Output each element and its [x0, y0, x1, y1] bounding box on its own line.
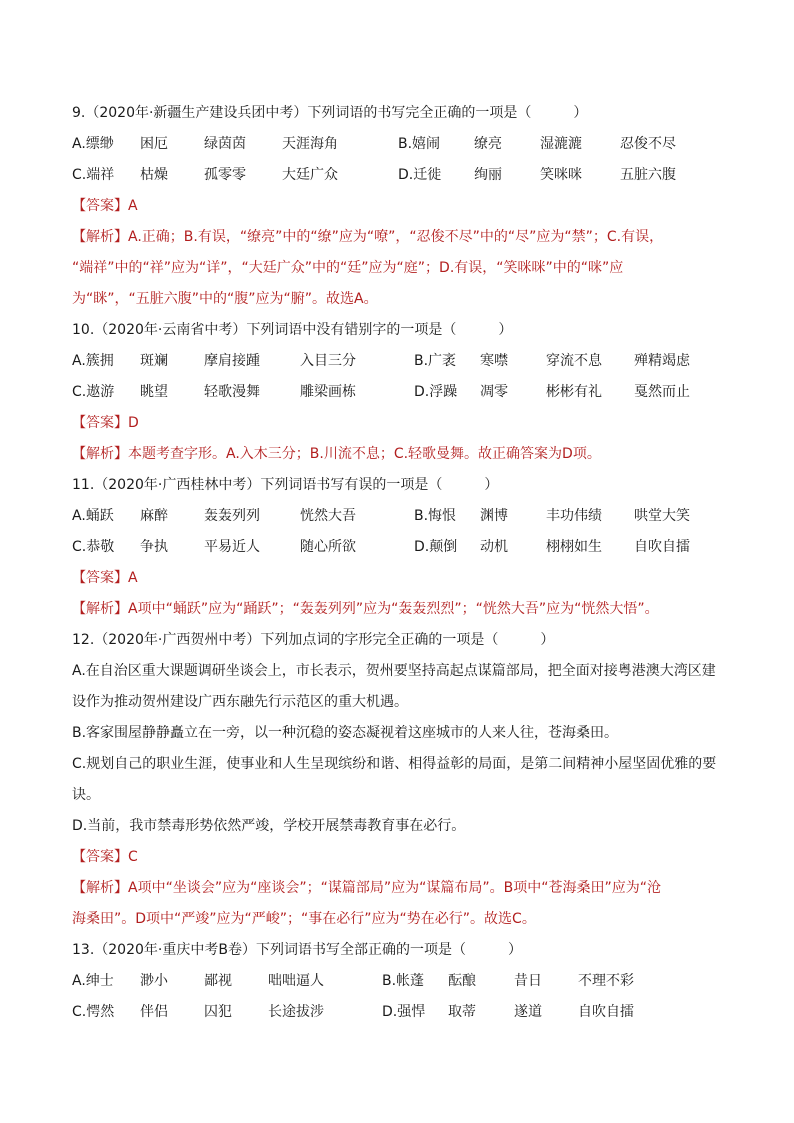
option-cell: 动机 [480, 539, 508, 555]
answer-value: D [128, 415, 139, 431]
option-paragraph: C.规划自己的职业生涯，使事业和人生呈现缤纷和谐、相得益彰的局面，是第二间精神小屋坚固优雅的要 诀。 [72, 756, 717, 803]
option-row [72, 966, 732, 997]
option-cell: 轻歌漫舞 [204, 384, 260, 400]
explanation-line: 【解析】A项中“蛹跃”应为“踊跃”；“轰轰列列”应为“轰轰烈烈”；“恍然大吾”应为“恍然大悟”。 [72, 601, 659, 617]
option-cell: 戛然而止 [634, 384, 690, 400]
explanation [72, 594, 732, 625]
option-cell: 遂道 [514, 1004, 542, 1020]
document-page [72, 98, 732, 1028]
question-title: 9.（2020年·新疆生产建设兵团中考）下列词语的书写完全正确的一项是（ ） [72, 105, 588, 121]
explanation-line: 【解析】A.正确；B.有误，“缭亮”中的“缭”应为“嘹”，“忍俊不尽”中的“尽”应为“禁”；C.有误， [72, 229, 664, 245]
option-cell: 摩肩接踵 [204, 353, 260, 369]
explanation [72, 439, 732, 470]
option-row [72, 997, 732, 1028]
option-row [72, 346, 732, 377]
option-cell: A.蛹跃 [72, 508, 114, 524]
option-cell: 斑斓 [140, 353, 168, 369]
answer-tag: 【答案】 [72, 415, 128, 431]
question-title: 12.（2020年·广西贺州中考）下列加点词的字形完全正确的一项是（ ） [72, 632, 555, 648]
option-cell: 缭亮 [474, 136, 502, 152]
answer-tag: 【答案】 [72, 570, 128, 586]
option-cell: 寒噤 [480, 353, 508, 369]
option-cell: 湿漉漉 [540, 136, 582, 152]
option-cell: 自吹自擂 [578, 1004, 634, 1020]
option-cell: 绿茵茵 [204, 136, 246, 152]
option-cell: 殚精竭虑 [634, 353, 690, 369]
option-cell: 长途拔涉 [268, 1004, 324, 1020]
answer-line [72, 408, 732, 439]
option-cell: C.遨游 [72, 384, 115, 400]
option-cell: B.帐蓬 [382, 973, 425, 989]
option-cell: C.端祥 [72, 167, 115, 183]
option-cell: D.浮躁 [414, 384, 458, 400]
option-cell: 不理不彩 [578, 973, 634, 989]
option-cell: 困厄 [140, 136, 168, 152]
option-cell: 大廷广众 [282, 167, 338, 183]
option-cell: 伴侣 [140, 1004, 168, 1020]
option-cell: C.恭敬 [72, 539, 115, 555]
explanation-line: 【解析】本题考查字形。A.入木三分；B.川流不息；C.轻歌曼舞。故正确答案为D项。 [72, 446, 601, 462]
answer-value: A [128, 570, 138, 586]
option-cell: C.愕然 [72, 1004, 115, 1020]
answer-line [72, 191, 732, 222]
explanation-tag: 【解析】 [72, 880, 128, 896]
explanation-tag: 【解析】 [72, 229, 128, 245]
option-cell: 丰功伟绩 [546, 508, 602, 524]
option-cell: 枯燥 [140, 167, 168, 183]
option-row [72, 377, 732, 408]
option-cell: 取蒂 [448, 1004, 476, 1020]
option-cell: 渺小 [140, 973, 168, 989]
option-cell: 平易近人 [204, 539, 260, 555]
option-paragraph: B.客家围屋静静矗立在一旁，以一种沉稳的姿态凝视着这座城市的人来人往，苍海桑田。 [72, 725, 619, 741]
option-cell: 五脏六腹 [620, 167, 676, 183]
option-cell: 渊博 [480, 508, 508, 524]
option-cell: 彬彬有礼 [546, 384, 602, 400]
answer-tag: 【答案】 [72, 849, 128, 865]
explanation [72, 873, 732, 935]
option-cell: 入目三分 [300, 353, 356, 369]
explanation-line: 为“眯”，“五脏六腹”中的“腹”应为“腑”。故选A。 [72, 291, 378, 307]
option-cell: 恍然大吾 [300, 508, 356, 524]
option-cell: A.簇拥 [72, 353, 114, 369]
option-cell: 昔日 [514, 973, 542, 989]
explanation-tag: 【解析】 [72, 601, 128, 617]
question-title: 13.（2020年·重庆中考B卷）下列词语书写全部正确的一项是（ ） [72, 942, 522, 958]
option-cell: 随心所欲 [300, 539, 356, 555]
option-cell: 争执 [140, 539, 168, 555]
option-cell: 咄咄逼人 [268, 973, 324, 989]
option-cell: 忍俊不尽 [620, 136, 676, 152]
option-cell: 鄙视 [204, 973, 232, 989]
option-row [72, 501, 732, 532]
question-title: 11.（2020年·广西桂林中考）下列词语书写有误的一项是（ ） [72, 477, 499, 493]
explanation-line: “端祥”中的“祥”应为“详”，“大廷广众”中的“廷”应为“庭”；D.有误，“笑咪咪”中的“咪”应 [72, 260, 624, 276]
option-cell: 自吹自擂 [634, 539, 690, 555]
option-row [72, 532, 732, 563]
answer-value: A [128, 198, 138, 214]
option-cell: 穿流不息 [546, 353, 602, 369]
answer-value: C [128, 849, 138, 865]
option-cell: 笑咪咪 [540, 167, 582, 183]
option-paragraph: A.在自治区重大课题调研坐谈会上，市长表示，贺州要坚持高起点谋篇部局，把全面对接粤港澳大湾区建 设作为推动贺州建设广西东融先行示范区的重大机遇。 [72, 663, 716, 710]
option-cell: D.迁徙 [398, 167, 442, 183]
option-cell: 轰轰列列 [204, 508, 260, 524]
option-cell: B.广袤 [414, 353, 457, 369]
option-cell: A.缥缈 [72, 136, 114, 152]
option-cell: D.强悍 [382, 1004, 426, 1020]
option-row [72, 160, 732, 191]
option-cell: 囚犯 [204, 1004, 232, 1020]
answer-line [72, 842, 732, 873]
option-cell: 绚丽 [474, 167, 502, 183]
answer-tag: 【答案】 [72, 198, 128, 214]
option-cell: 孤零零 [204, 167, 246, 183]
option-row [72, 129, 732, 160]
option-cell: 麻醉 [140, 508, 168, 524]
option-paragraph: D.当前，我市禁毒形势依然严竣，学校开展禁毒教育事在必行。 [72, 818, 466, 834]
option-cell: A.绅士 [72, 973, 114, 989]
option-cell: 酝酿 [448, 973, 476, 989]
option-cell: 栩栩如生 [546, 539, 602, 555]
explanation-line: 海桑田”。D项中“严竣”应为“严峻”；“事在必行”应为“势在必行”。故选C。 [72, 911, 536, 927]
option-cell: 雕梁画栋 [300, 384, 356, 400]
option-cell: 天涯海角 [282, 136, 338, 152]
option-cell: B.嬉闹 [398, 136, 441, 152]
explanation [72, 222, 732, 315]
option-cell: B.悔恨 [414, 508, 457, 524]
option-cell: 眺望 [140, 384, 168, 400]
question-title: 10.（2020年·云南省中考）下列词语中没有错别字的一项是（ ） [72, 322, 513, 338]
option-cell: 哄堂大笑 [634, 508, 690, 524]
option-cell: 凋零 [480, 384, 508, 400]
explanation-tag: 【解析】 [72, 446, 128, 462]
explanation-line: 【解析】A项中“坐谈会”应为“座谈会”；“谋篇部局”应为“谋篇布局”。B项中“苍海桑田”应为“沧 [72, 880, 661, 896]
answer-line [72, 563, 732, 594]
option-cell: D.颠倒 [414, 539, 458, 555]
